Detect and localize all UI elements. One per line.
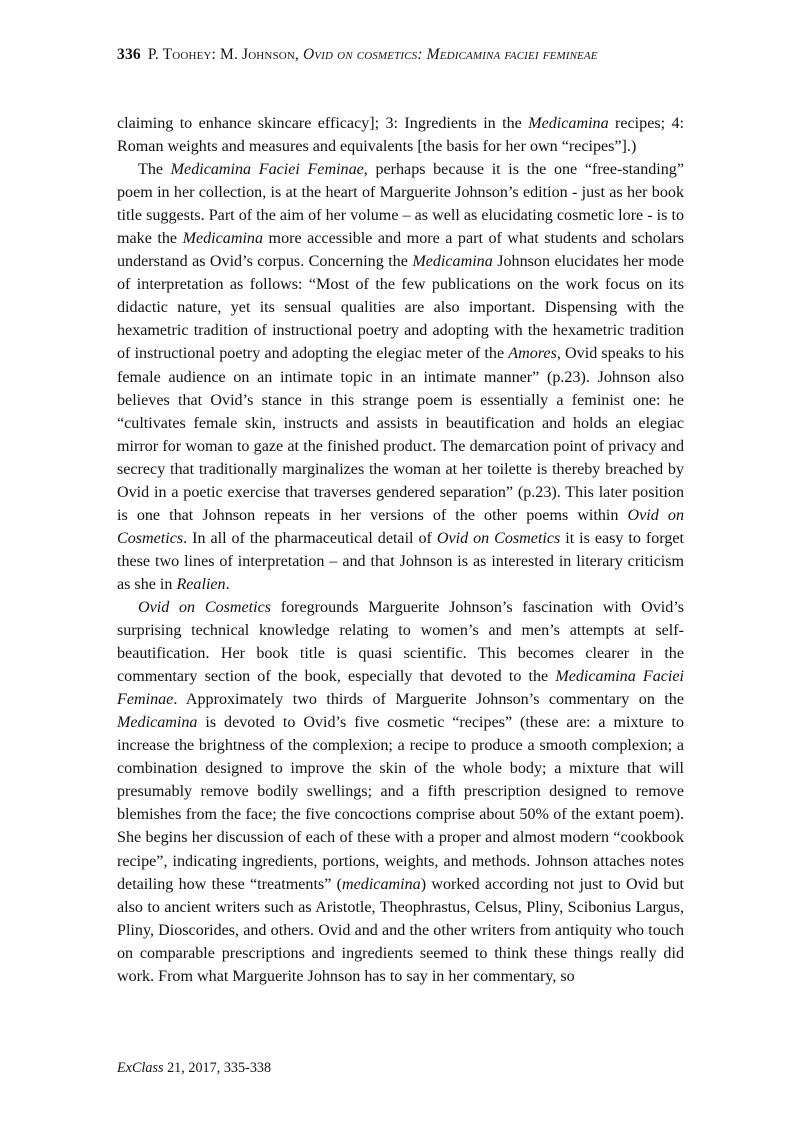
running-head-title: Ovid on cosmetics: Medicamina faciei femineae (302, 46, 598, 63)
text-run: . In all of the pharmaceutical detail of (183, 529, 437, 547)
text-run: , perhaps because it is the one “free-standing” poem in her collection, is at the heart of Marguerite Johnson’s edition - just as her book title suggests. Part of the aim of her volume – as well as elucidating cosmetic lore - is to make the (117, 161, 685, 248)
italic-run: Medicamina (528, 115, 609, 132)
italic-run: Amores (508, 345, 557, 363)
para-1-continuation (117, 112, 684, 158)
text-run: claiming to enhance skincare efficacy]; 3: Ingredients in the (117, 115, 529, 132)
text-run: ) worked according not just to Ovid but also to ancient writers such as Aristotle, Theophrastus, Celsus, Pliny, Scibonius Largus, Pliny, Dioscorides, and others. Ovid and and the other writers from antiquity who touch on comparable prescriptions and ingredients seemed to think these things really did work. From what Marguerite Johnson has to say in her commentary, so (117, 875, 685, 985)
page-number: 336 (117, 46, 141, 63)
italic-run: medicamina (342, 875, 421, 893)
journal-citation: 21, 2017, 335-338 (163, 1060, 272, 1076)
italic-run: Ovid on Cosmetics (117, 506, 684, 547)
text-run: more accessible and more a part of what students and scholars understand as Ovid’s corpus. Concerning the (117, 230, 684, 271)
body-text-column (117, 112, 684, 988)
text-run: it is easy to forget these two lines of interpretation – and that Johnson is as interested in literary criticism as she in (117, 529, 684, 593)
para-3-ovid-on-cosmetics (117, 596, 684, 988)
text-run: is devoted to Ovid’s five cosmetic “recipes” (these are: a mixture to increase the brightness of the complexion; a recipe to produce a smooth complexion; a combination designed to improve the skin of the whole body; a mixture that will presumably remove bodily swellings; and a fifth prescription designed to remove blemishes from the face; the five concoctions comprise about 50% of the extant poem). She begins her discussion of each of these with a proper and almost modern “cookbook recipe”, indicating ingredients, portions, weights, and methods. Johnson attaches notes detailing how these “treatments” ( (117, 714, 684, 893)
italic-run: Ovid on Cosmetics (436, 529, 561, 547)
italic-run: Medicamina (182, 230, 264, 248)
italic-run: Medicamina Faciei Feminae (117, 668, 685, 709)
italic-run: Realien (176, 575, 226, 593)
running-head (117, 45, 683, 65)
running-head-authors: P. Toohey: M. Johnson, (147, 46, 299, 63)
journal-name: ExClass (117, 1060, 164, 1076)
text-run: foregrounds Marguerite Johnson’s fascination with Ovid’s surprising technical knowledge relating to women’s and men’s attempts at self-beautification. Her book title is quasi scientific. This becomes clearer in the commentary section of the book, especially that devoted to the (117, 598, 684, 686)
page-footer (117, 1059, 271, 1077)
text-run: The (138, 161, 171, 179)
italic-run: Ovid on Cosmetics (138, 598, 271, 616)
italic-run: Medicamina Faciei Feminae (170, 161, 364, 179)
para-2-medicamina-faciei-feminae (117, 158, 684, 596)
text-run: , Ovid speaks to his female audience on an intimate topic in an intimate manner” (p.23). Johnson also believes that Ovid’s stance in this strange poem is essentially a feminist one: he “cultivates female skin, instructs and assists in beautification and holds an elegiac mirror for woman to gaze at the finished product. The demarcation point of privacy and secrecy that traditionally marginalizes the woman at her toilette is thereby breached by Ovid in a poetic exercise that traverses gendered separation” (p.23). This later position is one that Johnson repeats in her versions of the other poems within (117, 345, 684, 524)
text-run: Johnson elucidates her mode of interpretation as follows: “Most of the few publications on the work focus on its didactic nature, yet its sensual qualities are also important. Dispensing with the hexametric tradition of instructional poetry and adopting with the hexametric tradition of instructional poetry and adopting the elegiac meter of the (117, 253, 684, 363)
text-run: . (225, 575, 230, 593)
text-run: . Approximately two thirds of Marguerite Johnson’s commentary on the (173, 691, 684, 709)
text-run: recipes; 4: Roman weights and measures and equivalents [the basis for her own “recipes”].) (117, 115, 684, 156)
italic-run: Medicamina (117, 714, 198, 732)
italic-run: Medicamina (412, 253, 493, 271)
